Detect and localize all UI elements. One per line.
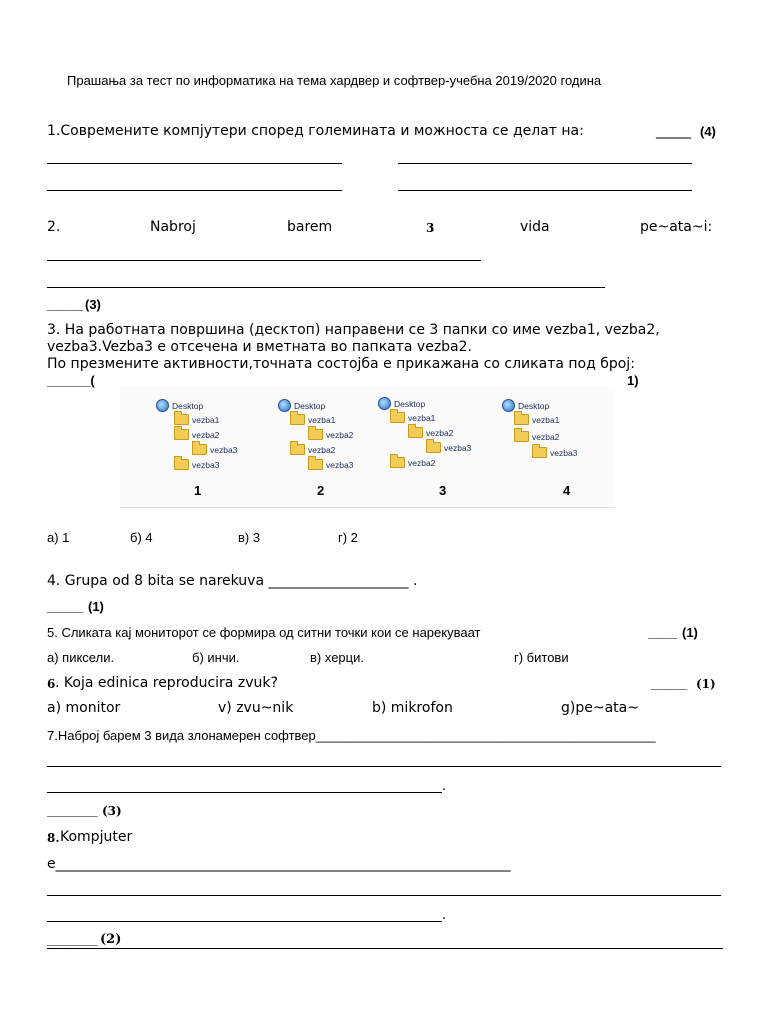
folder-node: vezba2 (408, 427, 453, 438)
question-6-option[interactable]: a) monitor (47, 700, 121, 716)
question-6-option[interactable]: g)pe~ata~ (561, 700, 639, 716)
desktop-icon (378, 397, 391, 410)
page-title: Прашања за тест по информатика на тема хардвер и софтвер-учебна 2019/2020 година (67, 73, 602, 88)
question-4-points-blank: _____ (47, 599, 84, 614)
folder-icon (390, 457, 405, 468)
folder-node: vezba3 (532, 447, 577, 458)
question-3-line-3: По презмените активности,точната состојба е прикажана со сликата под број: (47, 356, 635, 372)
question-5-text: 5. Сликата кај мониторот се формира од ситни точки кои се нарекуваат (47, 625, 481, 640)
question-5-blank: ____ (648, 625, 677, 640)
folder-node: vezba3 (192, 444, 237, 455)
question-3-line-2: vezba3.Vezba3 е отсечена и вметната во папката vezba2. (47, 339, 472, 355)
question-7-period: . (442, 779, 447, 794)
folder-icon (192, 444, 207, 455)
desktop-node: Desktop (378, 397, 425, 410)
desktop-node: Desktop (502, 399, 549, 412)
folder-node: vezba3 (174, 459, 219, 470)
question-2-word: Nabroj (150, 219, 196, 235)
folder-icon (514, 431, 529, 442)
question-2-points: (3) (85, 297, 101, 312)
folder-icon (390, 412, 405, 423)
question-3-option[interactable]: б) 4 (130, 530, 153, 545)
bottom-rule (47, 948, 723, 949)
question-8-period: . (442, 908, 447, 923)
question-3-option[interactable]: г) 2 (338, 530, 358, 545)
question-2-word: 2. (47, 219, 61, 235)
answer-line[interactable] (47, 921, 442, 922)
folder-icon (408, 427, 423, 438)
folder-node: vezba1 (290, 414, 335, 425)
folder-icon (290, 414, 305, 425)
question-3-line-1: 3. На работната површина (десктоп) направени се 3 папки со име vezba1, vezba2, (47, 322, 660, 338)
folder-icon (532, 447, 547, 458)
question-6-option[interactable]: b) mikrofon (372, 700, 453, 716)
question-2-word: barem (287, 219, 333, 235)
question-8-line-2: е_________________________________________________________________ (47, 856, 511, 872)
question-3-option[interactable]: а) 1 (47, 530, 70, 545)
question-6-points: (1) (696, 677, 716, 691)
question-1-points: (4) (700, 124, 716, 139)
question-7-points: (3) (102, 804, 122, 818)
question-7-text: 7.Наброј барем 3 вида злонамерен софтвер_______________________________________________ (47, 728, 656, 743)
question-2-points-blank: _____ (47, 297, 84, 312)
answer-line[interactable] (47, 287, 605, 288)
question-2-word: pe~ata~i: (640, 219, 713, 235)
folder-node: vezba2 (514, 431, 559, 442)
question-2-word: vida (520, 219, 550, 235)
folder-node: vezba2 (390, 457, 435, 468)
answer-line[interactable] (47, 260, 481, 261)
question-3-points: 1) (627, 373, 639, 388)
question-5-option[interactable]: г) битови (514, 650, 569, 665)
folder-icon (308, 429, 323, 440)
answer-line[interactable] (398, 190, 692, 191)
question-6-number: 6 (47, 677, 56, 691)
desktop-icon (278, 399, 291, 412)
question-1-blank: _____ (656, 123, 691, 139)
question-1-text: 1.Современите компјутери според големината и можноста се делат на: (47, 123, 584, 139)
folder-icon (290, 444, 305, 455)
folder-node: vezba1 (174, 414, 219, 425)
question-3-blank: ______( (47, 373, 95, 388)
answer-line[interactable] (47, 190, 342, 191)
figure-number: 4 (563, 483, 571, 498)
answer-line[interactable] (47, 163, 342, 164)
answer-line[interactable] (47, 895, 721, 896)
folder-icon (174, 459, 189, 470)
folder-node: vezba2 (308, 429, 353, 440)
folder-icon (174, 414, 189, 425)
question-2-word: 3 (426, 221, 435, 235)
question-6-text: . Koja edinica reproducira zvuk? (55, 675, 278, 691)
folder-icon (514, 414, 529, 425)
question-5-option[interactable]: а) пиксели. (47, 650, 115, 665)
folder-node: vezba2 (174, 429, 219, 440)
folder-tree-figure (120, 387, 615, 508)
desktop-node: Desktop (156, 399, 203, 412)
question-8-points-blank: _______ (47, 932, 98, 947)
folder-node: vezba1 (514, 414, 559, 425)
desktop-node: Desktop (278, 399, 325, 412)
folder-node: vezba3 (426, 442, 471, 453)
question-5-option[interactable]: б) инчи. (192, 650, 240, 665)
question-4-text: 4. Grupa od 8 bita se narekuva ____________________ . (47, 573, 418, 589)
desktop-icon (156, 399, 169, 412)
question-8-points: (2) (100, 932, 122, 947)
question-8-number: 8. (47, 831, 60, 845)
answer-line[interactable] (47, 766, 721, 767)
answer-line[interactable] (47, 792, 442, 793)
folder-icon (308, 459, 323, 470)
question-6-option[interactable]: v) zvu~nik (218, 700, 294, 716)
figure-number: 3 (439, 483, 447, 498)
folder-icon (426, 442, 441, 453)
question-5-points: (1) (682, 625, 698, 640)
answer-line[interactable] (398, 163, 692, 164)
desktop-icon (502, 399, 515, 412)
question-5-option[interactable]: в) херци. (310, 650, 364, 665)
folder-node: vezba2 (290, 444, 335, 455)
question-4-points: (1) (88, 599, 104, 614)
question-7-points-blank: _______ (47, 803, 98, 818)
folder-node: vezba3 (308, 459, 353, 470)
question-6-blank: _____ (651, 676, 688, 691)
question-8-text: Kompjuter (60, 829, 133, 845)
figure-number: 1 (194, 483, 202, 498)
folder-icon (174, 429, 189, 440)
figure-number: 2 (317, 483, 325, 498)
question-3-option[interactable]: в) 3 (238, 530, 261, 545)
folder-node: vezba1 (390, 412, 435, 423)
